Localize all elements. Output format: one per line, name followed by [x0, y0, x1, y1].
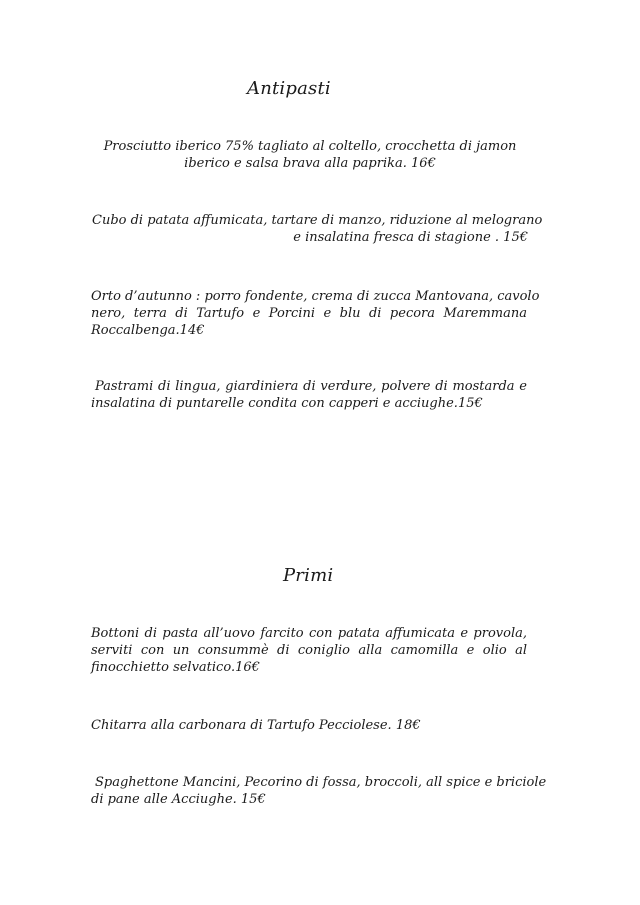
- menu-item-line: Prosciutto iberico 75% tagliato al coltello, crocchetta di jamon: [103, 139, 517, 154]
- menu-item-line: serviti con un consummè di coniglio alla camomilla e olio al: [91, 643, 527, 658]
- menu-item-line: Cubo di patata affumicata, tartare di manzo, riduzione al melograno: [92, 213, 543, 228]
- menu-item-orto-d-autunno: [91, 288, 540, 339]
- menu-item-line: nero, terra di Tartufo e Porcini e blu di pecora Maremmana: [91, 306, 527, 321]
- menu-item-line: Roccalbenga.14€: [91, 323, 205, 338]
- menu-item-prosciutto: [90, 138, 530, 172]
- section-heading-antipasti: Antipasti: [247, 78, 331, 99]
- menu-item-line: finocchietto selvatico.16€: [91, 660, 260, 675]
- menu-item-line: Orto d’autunno : porro fondente, crema di zucca Mantovana, cavolo: [91, 289, 540, 304]
- menu-item-line: Bottoni di pasta all’uovo farcito con patata affumicata e provola,: [91, 626, 527, 641]
- menu-item-line: Spaghettone Mancini, Pecorino di fossa, broccoli, all spice e briciole: [95, 775, 547, 790]
- menu-item-pastrami: [91, 378, 527, 412]
- menu-item-cubo-di-patata: [92, 212, 543, 246]
- menu-item-line: Pastrami di lingua, giardiniera di verdure, polvere di mostarda e: [95, 379, 527, 394]
- menu-item-line: iberico e salsa brava alla paprika. 16€: [184, 156, 436, 171]
- menu-item-spaghettone-mancini: [91, 774, 547, 808]
- menu-item-line: e insalatina fresca di stagione . 15€: [293, 230, 528, 245]
- section-heading-primi: Primi: [283, 565, 334, 586]
- menu-item-line: insalatina di puntarelle condita con capperi e acciughe.15€: [91, 396, 483, 411]
- menu-item-line: Chitarra alla carbonara di Tartufo Pecciolese. 18€: [91, 718, 421, 733]
- menu-item-line: di pane alle Acciughe. 15€: [91, 792, 266, 807]
- menu-item-chitarra-alla-carbonara: [91, 717, 527, 734]
- menu-item-bottoni-di-pasta: [91, 625, 527, 676]
